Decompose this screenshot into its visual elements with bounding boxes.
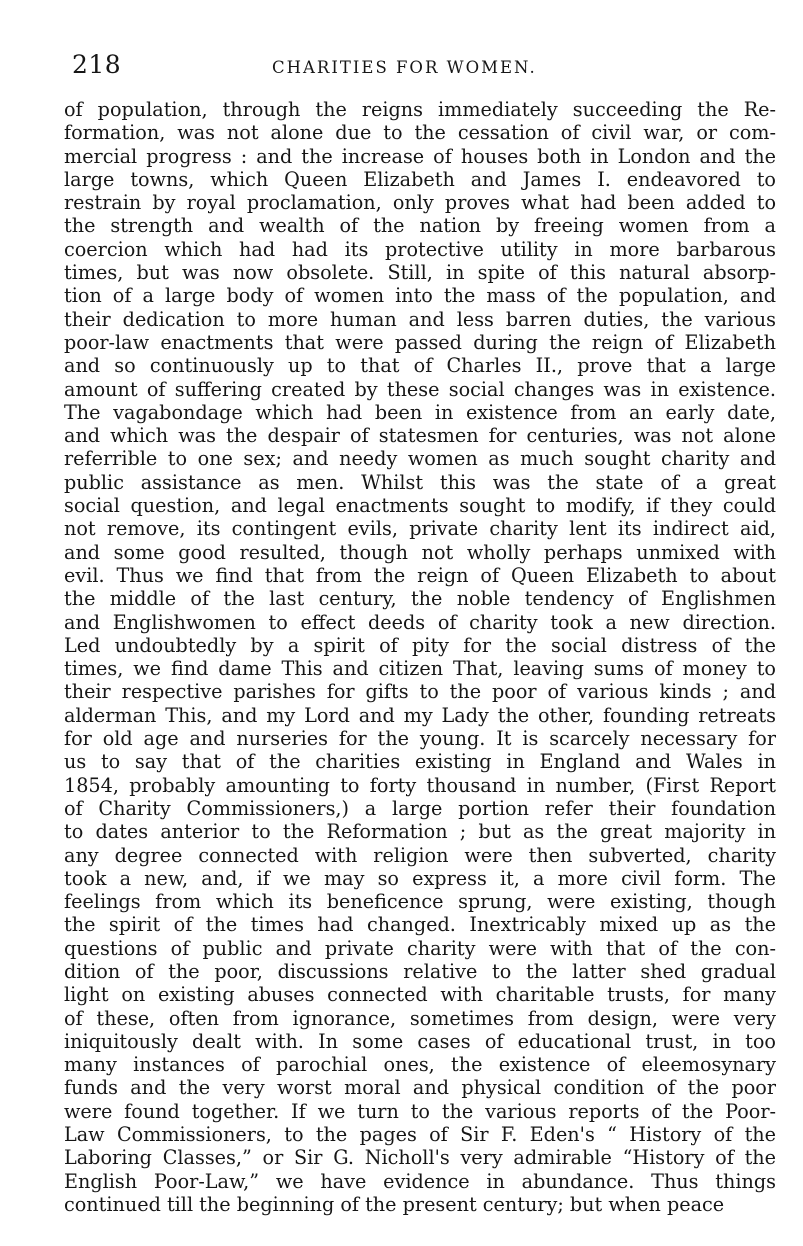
- text-line: continued till the beginning of the present century; but when peace: [64, 1192, 725, 1216]
- text-line: coercion which had had its protective utility in more barbarous: [64, 237, 776, 261]
- text-line: formation, was not alone due to the cessation of civil war, or com-: [64, 121, 776, 145]
- text-line: any degree connected with religion were then subverted, charity: [64, 843, 776, 867]
- text-line: us to say that of the charities existing in England and Wales in: [64, 750, 776, 774]
- text-line: of Charity Commissioners,) a large portion refer their foundation: [64, 796, 776, 820]
- text-line: English Poor-Law,” we have evidence in abundance. Thus things: [64, 1169, 776, 1193]
- text-line: their respective parishes for gifts to the poor of various kinds ; and: [64, 680, 776, 704]
- text-line: questions of public and private charity were with that of the con-: [64, 936, 776, 960]
- text-line: public assistance as men. Whilst this was the state of a great: [64, 470, 776, 494]
- text-line: the strength and wealth of the nation by freeing women from a: [64, 214, 776, 238]
- text-line: took a new, and, if we may so express it, a more civil form. The: [64, 866, 776, 890]
- text-line: and Englishwomen to effect deeds of charity took a new direction.: [64, 610, 776, 634]
- text-line: poor-law enactments that were passed during the reign of Elizabeth: [64, 330, 776, 354]
- text-line: restrain by royal proclamation, only proves what had been added to: [64, 191, 776, 215]
- text-line: and some good resulted, though not wholly perhaps unmixed with: [64, 540, 776, 564]
- text-line: many instances of parochial ones, the existence of eleemosynary: [64, 1053, 776, 1077]
- text-line: Led undoubtedly by a spirit of pity for the social distress of the: [64, 633, 776, 657]
- text-line: iniquitously dealt with. In some cases of educational trust, in too: [64, 1029, 776, 1053]
- text-line: light on existing abuses connected with charitable trusts, for many: [64, 983, 776, 1007]
- text-line: The vagabondage which had been in existence from an early date,: [64, 400, 776, 424]
- text-line: the spirit of the times had changed. Inextricably mixed up as the: [64, 913, 776, 937]
- text-line: 1854, probably amounting to forty thousand in number, (First Report: [64, 773, 776, 797]
- text-line: tion of a large body of women into the mass of the population, and: [64, 284, 776, 308]
- text-line: Laboring Classes,” or Sir G. Nicholl's very admirable “History of the: [64, 1146, 776, 1170]
- text-line: the middle of the last century, the noble tendency of Englishmen: [64, 587, 776, 611]
- text-line: mercial progress : and the increase of houses both in London and the: [64, 144, 776, 168]
- text-line: and which was the despair of statesmen for centuries, was not alone: [64, 424, 776, 448]
- text-line: times, we find dame This and citizen That, leaving sums of money to: [64, 657, 776, 681]
- text-line: and so continuously up to that of Charles II., prove that a large: [64, 354, 776, 378]
- text-line: not remove, its contingent evils, private charity lent its indirect aid,: [64, 517, 776, 541]
- text-line: large towns, which Queen Elizabeth and James I. endeavored to: [64, 167, 776, 191]
- text-line: social question, and legal enactments sought to modify, if they could: [64, 494, 776, 518]
- text-line: times, but was now obsolete. Still, in spite of this natural absorp-: [64, 261, 776, 285]
- text-line: amount of suffering created by these social changes was in existence.: [64, 377, 776, 401]
- text-line: feelings from which its beneficence sprung, were existing, though: [64, 890, 776, 914]
- text-line: of population, through the reigns immediately succeeding the Re-: [64, 98, 776, 121]
- page-header: [72, 50, 772, 84]
- page-number: 218: [72, 50, 122, 79]
- text-line: their dedication to more human and less barren duties, the various: [64, 307, 776, 331]
- text-line: referrible to one sex; and needy women as much sought charity and: [64, 447, 776, 471]
- text-line: dition of the poor, discussions relative to the latter shed gradual: [64, 959, 776, 983]
- text-line: alderman This, and my Lord and my Lady the other, founding retreats: [64, 703, 776, 727]
- text-line: to dates anterior to the Reformation ; but as the great majority in: [64, 820, 776, 844]
- text-line: were found together. If we turn to the various reports of the Poor-: [64, 1099, 776, 1123]
- text-line: Law Commissioners, to the pages of Sir F. Eden's “ History of the: [64, 1123, 776, 1147]
- running-title: CHARITIES FOR WOMEN.: [272, 58, 537, 77]
- text-line: evil. Thus we find that from the reign of Queen Elizabeth to about: [64, 563, 776, 587]
- text-line: for old age and nurseries for the young. It is scarcely necessary for: [64, 727, 776, 751]
- text-line: funds and the very worst moral and physical condition of the poor: [64, 1076, 776, 1100]
- text-line: of these, often from ignorance, sometimes from design, were very: [64, 1006, 776, 1030]
- body-text: [64, 98, 776, 1216]
